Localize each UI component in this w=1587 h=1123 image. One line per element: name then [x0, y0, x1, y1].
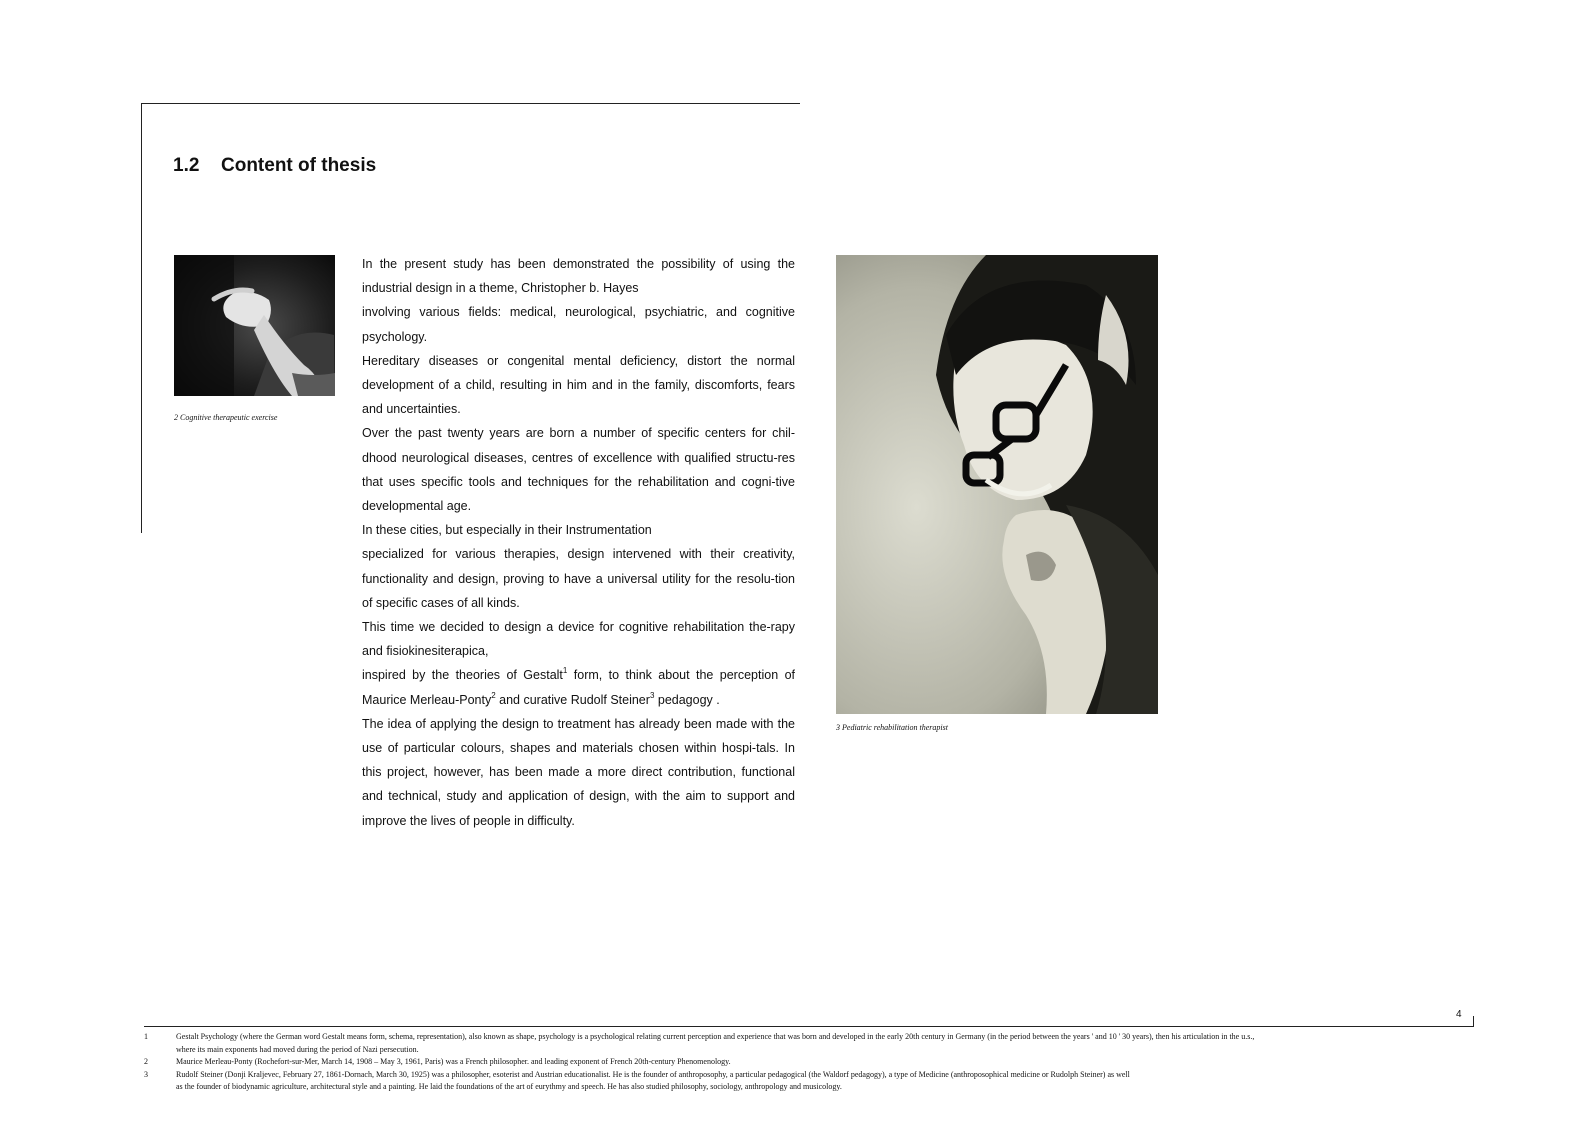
footnote-text: Gestalt Psychology (where the German word Gestalt means form, schema, representation), also known as shape, psychology is a psychological relating current perception and experience that was born and developed in the early 20th century in Germany (in the period between the years ' and 10 ' 30 years), then his articulation in the u.s.,	[176, 1032, 1255, 1041]
paragraph: In the present study has been demonstrated the possibility of using the industrial design in a theme, Christopher b. Hayes	[362, 257, 795, 296]
footnote-1	[144, 1031, 1474, 1044]
body-text	[362, 252, 795, 833]
paragraph: involving various fields: medical, neurological, psychiatric, and cognitive psychology.	[362, 305, 795, 344]
text-span: form, to think about the perception of Maurice Merleau-Ponty	[362, 668, 795, 707]
footnote-3	[144, 1069, 1474, 1082]
footnote-ref-3: 3	[649, 690, 655, 700]
paragraph: Over the past twenty years are born a number of specific centers for chil-dhood neurological diseases, centres of excellence with qualified structu-res that uses specific tools and techniques for the rehabilitation and cogni-tive developmental age.	[362, 426, 795, 514]
paragraph: specialized for various therapies, design intervened with their creativity, functionality and design, proving to have a universal utility for the resolu-tion of specific cases of all kinds.	[362, 547, 795, 610]
footnotes	[144, 1031, 1474, 1094]
footnote-text: Maurice Merleau-Ponty (Rochefort-sur-Mer, March 14, 1908 – May 3, 1961, Paris) was a French philosopher. and leading exponent of French 20th-century Phenomenology.	[176, 1057, 731, 1066]
section-number: 1.2	[173, 155, 200, 176]
footnote-1-continued	[144, 1044, 1474, 1057]
text-span: inspired by the theories of Gestalt	[362, 668, 563, 683]
page-number: 4	[1456, 1009, 1462, 1020]
paragraph: In these cities, but especially in their Instrumentation	[362, 523, 652, 538]
footnote-3-continued	[144, 1081, 1474, 1094]
footnote-text: as the founder of biodynamic agriculture, architectural style and a painting. He laid the foundations of the art of eurythmy and speech. He has also studied philosophy, sociology, anthropology and musicology.	[176, 1082, 842, 1091]
paragraph: The idea of applying the design to treatment has already been made with the use of particular colours, shapes and materials chosen within hospi-tals. In this project, however, has been made a more direct contribution, functional and technical, study and application of design, with the aim to support and improve the lives of people in difficulty.	[362, 716, 795, 828]
footnote-text: Rudolf Steiner (Donji Kraljevec, February 27, 1861-Dornach, March 30, 1925) was a philosopher, esoterist and Austrian educationalist. He is the founder of anthroposophy, a particular pedagogical (the Waldorf pedagogy), a type of Medicine (anthroposophical medicine or Rudolph Steiner) as well	[176, 1069, 1130, 1079]
text-span: pedagogy .	[654, 692, 720, 707]
footnote-text: where its main exponents had moved during the period of Nazi persecution.	[176, 1044, 419, 1054]
footnote-number: 1	[144, 1032, 148, 1041]
photo-pediatric-therapist	[836, 255, 1158, 714]
photo-cognitive-exercise	[174, 255, 335, 396]
frame-top-rule	[141, 103, 800, 104]
photo-portrait-illustration	[836, 255, 1158, 714]
footnote-2	[144, 1056, 1474, 1069]
paragraph-with-references	[362, 663, 795, 711]
frame-left-rule	[141, 103, 142, 533]
footnote-number: 3	[144, 1069, 148, 1079]
footnote-number: 2	[144, 1057, 148, 1066]
photo-hands-illustration	[174, 255, 335, 396]
section-heading	[173, 155, 376, 177]
figure-3-caption: 3 Pediatric rehabilitation therapist	[836, 723, 948, 732]
figure-2-caption: 2 Cognitive therapeutic exercise	[174, 413, 278, 422]
footnote-ref-1: 1	[562, 666, 568, 676]
footnote-ref-2: 2	[491, 690, 496, 700]
footer-rule	[144, 1026, 1474, 1027]
section-title: Content of thesis	[221, 155, 377, 176]
text-span: and curative Rudolf Steiner	[495, 692, 650, 707]
paragraph: This time we decided to design a device for cognitive rehabilitation the-rapy and fisiokinesiterapica,	[362, 620, 795, 659]
paragraph: Hereditary diseases or congenital mental deficiency, distort the normal development of a child, resulting in him and in the family, discomforts, fears and uncertainties.	[362, 353, 795, 417]
